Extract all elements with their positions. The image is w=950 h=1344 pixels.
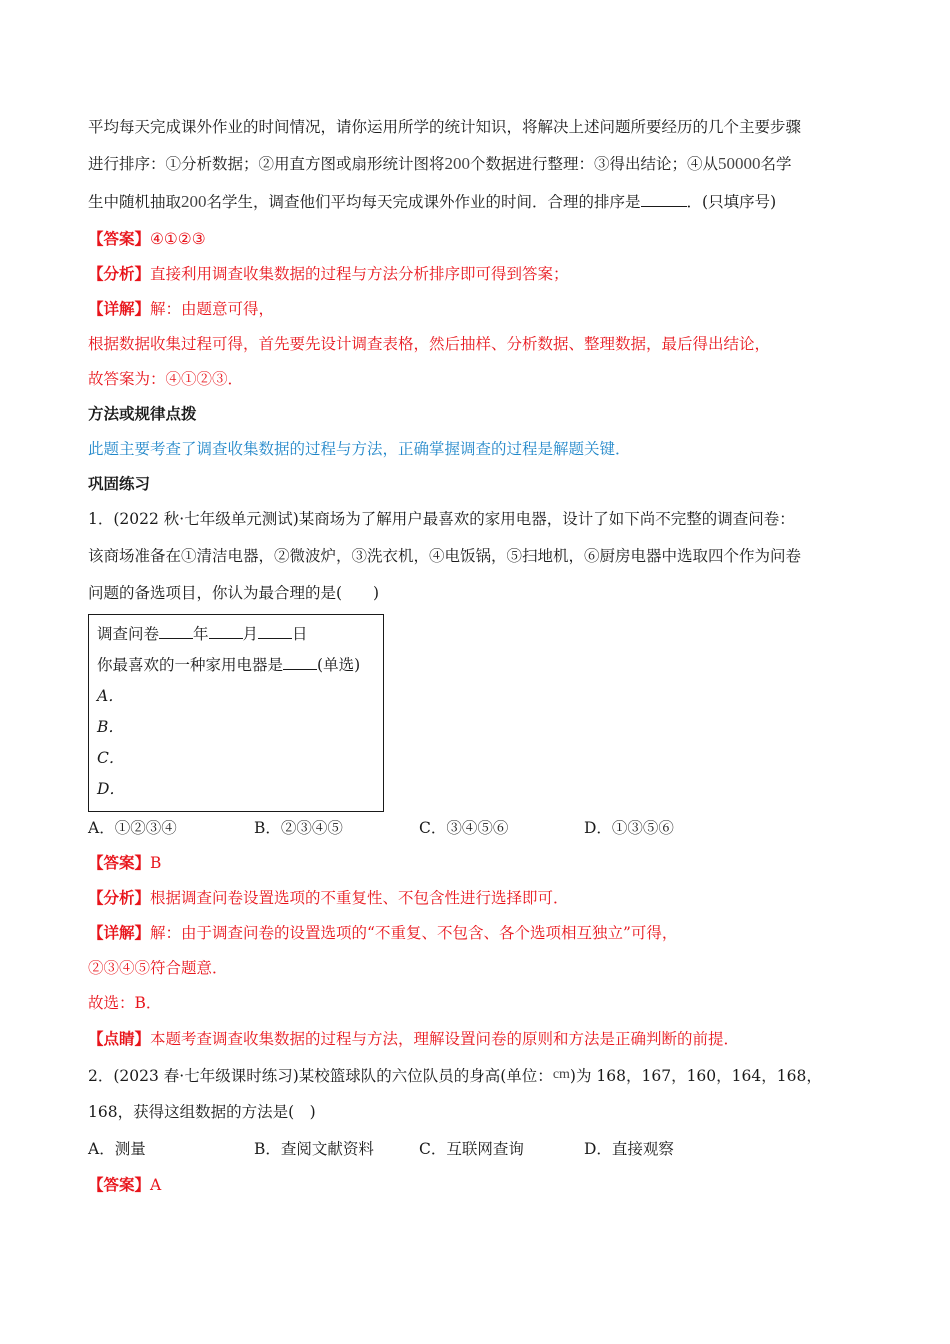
- text-run: 进行排序：①分析数据；②用直方图或扇形统计图将: [88, 155, 445, 173]
- q2-line-1: [88, 1064, 822, 1087]
- survey-year: 年: [193, 625, 209, 643]
- analysis-tag: 【分析】: [88, 264, 151, 283]
- survey-day: 日: [292, 625, 308, 643]
- text-run: )为 168，167，160，164，168，: [569, 1067, 822, 1085]
- q2-option-c: C．互联网查询: [419, 1140, 524, 1158]
- q1-option-b: B．②③④⑤: [254, 819, 343, 837]
- number-200: 200: [444, 154, 471, 173]
- q1-detail-2: ②③④⑤符合题意．: [88, 959, 228, 977]
- q1-answer: [88, 852, 161, 874]
- blank: [283, 655, 317, 670]
- answer-tag: 【答案】: [88, 853, 151, 872]
- q1-comment: [88, 1028, 739, 1050]
- analysis-text: 根据调查问卷设置选项的不重复性、不包含性进行选择即可．: [150, 889, 569, 907]
- answer-tag: 【答案】: [88, 229, 151, 248]
- survey-title: 调查问卷: [97, 625, 160, 643]
- number-50000: 50000: [718, 154, 761, 173]
- q1-line-3: 问题的备选项目，你认为最合理的是( ): [88, 584, 380, 602]
- q2-option-d: D．直接观察: [584, 1140, 674, 1158]
- practice-heading: 巩固练习: [88, 474, 151, 493]
- q0-detail-2: 根据数据收集过程可得，首先要先设计调查表格，然后抽样、分析数据、整理数据，最后得出结论，: [88, 335, 771, 353]
- text-run: 生中随机抽取: [88, 193, 182, 211]
- analysis-tag: 【分析】: [88, 888, 151, 907]
- q1-option-a: A．①②③④: [88, 819, 177, 837]
- q1-line-2: 该商场准备在①清洁电器，②微波炉，③洗衣机，④电饭锅，⑤扫地机，⑥厨房电器中选取四个作为问卷: [88, 547, 802, 565]
- survey-question: 你最喜欢的一种家用电器是: [97, 656, 284, 674]
- answer-text: B: [150, 854, 162, 872]
- number-200: 200: [181, 192, 207, 211]
- blank: [258, 624, 292, 639]
- text-run: 个数据进行整理：③得出结论；④从: [470, 155, 719, 173]
- answer-blank: [641, 192, 687, 207]
- survey-question-suffix: (单选): [317, 656, 361, 674]
- text-run: 2．(2023 春·七年级课时练习)某校篮球队的六位队员的身高(单位：: [88, 1067, 553, 1085]
- survey-item-c: C．: [97, 749, 125, 767]
- method-text: 此题主要考查了调查收集数据的过程与方法，正确掌握调查的过程是解题关键．: [88, 440, 631, 458]
- unit-cm: cm: [552, 1067, 570, 1082]
- text-run: ．(只填序号): [686, 193, 777, 211]
- q0-analysis: [88, 263, 569, 285]
- q2-option-b: B．查阅文献资料: [254, 1140, 374, 1158]
- detail-text: 解：由题意可得，: [150, 300, 275, 318]
- survey-title-row: [97, 623, 308, 645]
- intro-line-1: 平均每天完成课外作业的时间情况，请你运用所学的统计知识，将解决上述问题所要经历的几个主要步骤: [88, 118, 802, 136]
- detail-tag: 【详解】: [88, 923, 151, 942]
- survey-month: 月: [242, 625, 259, 643]
- blank: [209, 624, 243, 639]
- q2-option-a: A．测量: [88, 1140, 146, 1158]
- q0-detail: [88, 298, 274, 320]
- q1-option-d: D．①③⑤⑥: [584, 819, 674, 837]
- blank: [159, 624, 193, 639]
- detail-text: 解：由于调查问卷的设置选项的“不重复、不包含、各个选项相互独立”可得，: [150, 924, 678, 942]
- comment-text: 本题考查调查收集数据的过程与方法，理解设置问卷的原则和方法是正确判断的前提．: [150, 1030, 740, 1048]
- text-run: 名学生，调查他们平均每天完成课外作业的时间．合理的排序是: [206, 193, 641, 211]
- q1-detail-3: 故选：B．: [88, 994, 162, 1012]
- q1-line-1: 1．(2022 秋·七年级单元测试)某商场为了解用户最喜欢的家用电器，设计了如下尚不完整的调查问卷：: [88, 510, 795, 528]
- q1-detail: [88, 922, 677, 944]
- answer-text: A: [150, 1176, 162, 1194]
- q2-answer: [88, 1174, 161, 1196]
- survey-item-a: A．: [97, 687, 124, 705]
- q2-line-2: 168，获得这组数据的方法是( ): [88, 1103, 316, 1121]
- method-heading: 方法或规律点拨: [88, 404, 197, 423]
- q1-analysis: [88, 887, 569, 909]
- survey-box: [88, 614, 384, 812]
- text-run: 名学: [760, 155, 792, 173]
- intro-line-3: [88, 191, 776, 213]
- survey-question-row: [97, 654, 360, 676]
- q1-option-c: C．③④⑤⑥: [419, 819, 509, 837]
- q0-detail-3: 故答案为：④①②③．: [88, 370, 244, 388]
- survey-item-b: B．: [97, 718, 124, 736]
- answer-text: ④①②③: [150, 230, 206, 248]
- q0-answer: [88, 228, 206, 250]
- survey-item-d: D．: [97, 780, 125, 798]
- analysis-text: 直接利用调查收集数据的过程与方法分析排序即可得到答案；: [150, 265, 569, 283]
- comment-tag: 【点睛】: [88, 1029, 151, 1048]
- intro-line-2: [88, 153, 792, 175]
- detail-tag: 【详解】: [88, 299, 151, 318]
- answer-tag: 【答案】: [88, 1175, 151, 1194]
